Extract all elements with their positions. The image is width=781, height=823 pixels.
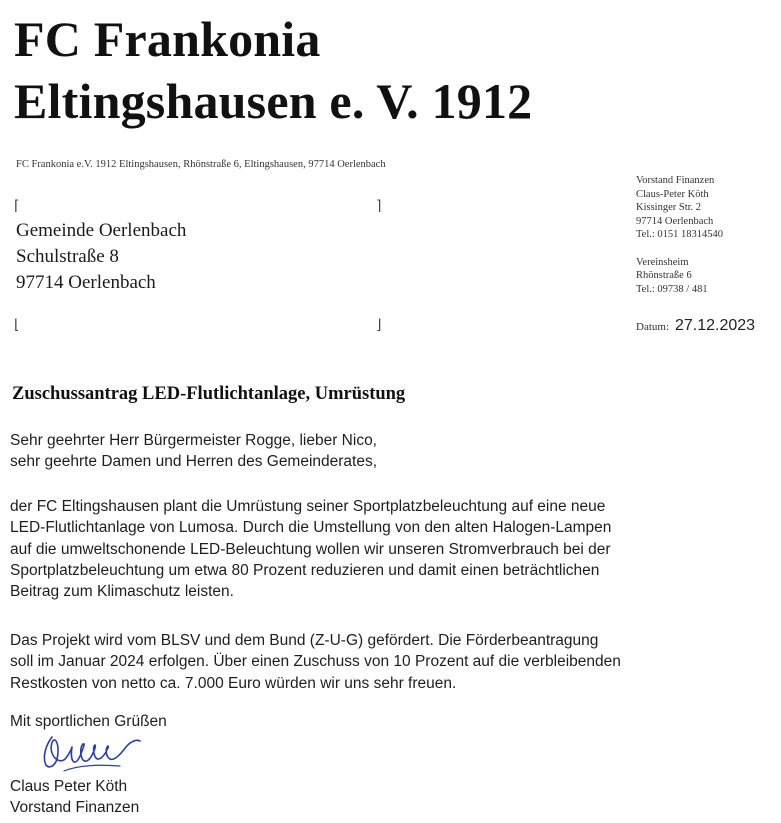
closing-phrase: Mit sportlichen Grüßen [10, 713, 167, 730]
recipient-name: Gemeinde Oerlenbach [16, 220, 187, 241]
address-bracket-top-left: ⌈ [14, 198, 20, 214]
contact-street: Kissinger Str. 2 [636, 202, 702, 213]
date-row [636, 317, 755, 335]
paragraph-line: Restkosten von netto ca. 7.000 Euro würden wir uns sehr freuen. [10, 674, 457, 692]
recipient-address [16, 218, 186, 296]
contact-sidebar [636, 174, 723, 296]
contact-role: Vorstand Finanzen [636, 175, 715, 186]
club-name-line1: FC Frankonia [14, 11, 321, 67]
paragraph-line: LED-Flutlichtanlage von Lumosa. Durch die Umstellung von den alten Halogen-Lampen [10, 519, 612, 537]
address-bracket-bottom-left: ⌊ [14, 317, 20, 333]
paragraph-line: soll im Januar 2024 erfolgen. Über einen Zuschuss von 10 Prozent auf die verbleibenden [10, 653, 621, 671]
date-label: Datum: [636, 321, 669, 333]
salutation [10, 430, 377, 473]
body-paragraph-1 [10, 496, 611, 602]
signer-block [10, 776, 139, 818]
paragraph-line: Beitrag zum Klimaschutz leisten. [10, 583, 234, 601]
contact-phone: Tel.: 0151 18314540 [636, 229, 724, 240]
venue-phone: Tel.: 09738 / 481 [636, 283, 708, 295]
salutation-line: sehr geehrte Damen und Herren des Gemeinderates, [10, 453, 378, 471]
sender-return-address: FC Frankonia e.V. 1912 Eltingshausen, Rhönstraße 6, Eltingshausen, 97714 Oerlenbach [16, 159, 386, 170]
recipient-city: 97714 Oerlenbach [16, 272, 156, 293]
salutation-line: Sehr geehrter Herr Bürgermeister Rogge, lieber Nico, [10, 432, 377, 449]
paragraph-line: auf die umweltschonende LED-Beleuchtung wollen wir unseren Stromverbrauch bei der [10, 540, 611, 558]
sidebar-spacer [636, 242, 723, 256]
venue-name: Vereinsheim [636, 256, 689, 268]
body-paragraph-2 [10, 630, 621, 694]
recipient-street: Schulstraße 8 [16, 246, 119, 267]
signer-role: Vorstand Finanzen [10, 799, 140, 816]
paragraph-line: der FC Eltingshausen plant die Umrüstung seiner Sportplatzbeleuchtung auf eine neue [10, 498, 606, 515]
contact-city: 97714 Oerlenbach [636, 215, 714, 227]
paragraph-line: Sportplatzbeleuchtung um etwa 80 Prozent reduzieren und damit einen beträchtlichen [10, 561, 600, 579]
date-value: 27.12.2023 [675, 317, 756, 334]
handwritten-signature [36, 733, 148, 775]
letterhead-title [14, 8, 532, 132]
venue-street: Rhönstraße 6 [636, 270, 692, 281]
letter-subject: Zuschussantrag LED-Flutlichtanlage, Umrüstung [12, 384, 406, 404]
address-bracket-top-right: ⌉ [376, 198, 382, 214]
contact-name: Claus-Peter Köth [636, 188, 709, 200]
signer-name: Claus Peter Köth [10, 778, 128, 795]
club-name-line2: Eltingshausen e. V. 1912 [14, 73, 533, 129]
paragraph-line: Das Projekt wird vom BLSV und dem Bund (Z-U-G) gefördert. Die Förderbeantragung [10, 632, 599, 649]
address-bracket-bottom-right: ⌋ [376, 317, 382, 333]
